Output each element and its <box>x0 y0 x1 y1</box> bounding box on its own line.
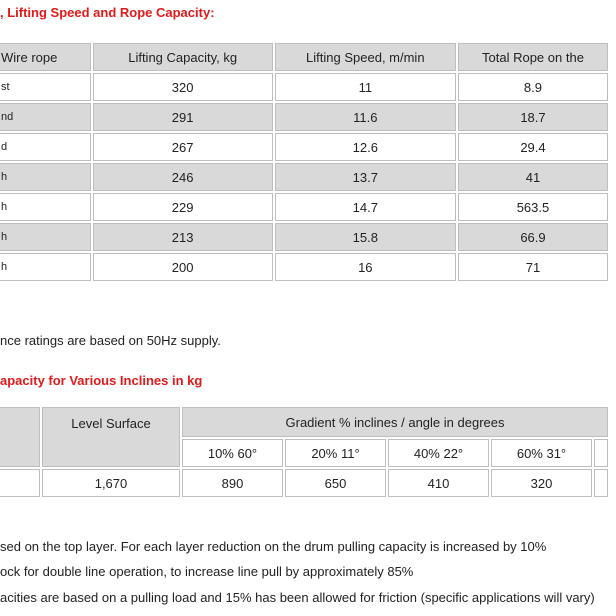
table-row <box>0 193 608 221</box>
table-row <box>0 469 608 497</box>
supply-rating-note: nce ratings are based on 50Hz supply. <box>0 333 221 348</box>
section-title-lifting-speed: , Lifting Speed and Rope Capacity: <box>0 5 215 20</box>
cell-capacity: 200 <box>93 253 273 281</box>
footnote-top-layer: sed on the top layer. For each layer reduction on the drum pulling capacity is increased by 10% <box>0 539 547 554</box>
cell-layer: d <box>0 133 91 161</box>
table-row <box>0 163 608 191</box>
cell-speed: 11.6 <box>275 103 456 131</box>
cell-capacity: 246 <box>93 163 273 191</box>
cell-capacity: 267 <box>93 133 273 161</box>
table-header-row <box>0 407 608 437</box>
cell-gradient-40: 410 <box>388 469 489 497</box>
cell-label <box>0 469 40 497</box>
cell-capacity: 213 <box>93 223 273 251</box>
cell-capacity: 229 <box>93 193 273 221</box>
header-gradient-10: 10% 60° <box>182 439 283 467</box>
cell-capacity: 291 <box>93 103 273 131</box>
cell-rope: 8.9 <box>458 73 608 101</box>
cell-capacity: 320 <box>93 73 273 101</box>
cell-gradient-10: 890 <box>182 469 283 497</box>
table-row <box>0 253 608 281</box>
cell-layer: nd <box>0 103 91 131</box>
cell-layer: h <box>0 163 91 191</box>
header-blank <box>0 407 40 467</box>
header-lifting-capacity: Lifting Capacity, kg <box>93 43 273 71</box>
header-gradient-40: 40% 22° <box>388 439 489 467</box>
cell-rope: 563.5 <box>458 193 608 221</box>
cell-layer: st <box>0 73 91 101</box>
incline-capacity-table <box>0 405 610 499</box>
cell-speed: 12.6 <box>275 133 456 161</box>
lifting-capacity-table <box>0 41 610 283</box>
header-gradient: Gradient % inclines / angle in degrees <box>182 407 608 437</box>
header-wire-rope: Wire rope <box>0 43 91 71</box>
cell-speed: 16 <box>275 253 456 281</box>
header-gradient-more <box>594 439 608 467</box>
header-gradient-60: 60% 31° <box>491 439 592 467</box>
cell-level: 1,670 <box>42 469 180 497</box>
cell-layer: h <box>0 193 91 221</box>
cell-speed: 13.7 <box>275 163 456 191</box>
table-row <box>0 223 608 251</box>
cell-gradient-more <box>594 469 608 497</box>
cell-gradient-20: 650 <box>285 469 386 497</box>
table-row <box>0 73 608 101</box>
cell-gradient-60: 320 <box>491 469 592 497</box>
cell-speed: 11 <box>275 73 456 101</box>
footnote-double-line: ock for double line operation, to increase line pull by approximately 85% <box>0 564 414 579</box>
cell-speed: 14.7 <box>275 193 456 221</box>
cell-layer: h <box>0 253 91 281</box>
cell-speed: 15.8 <box>275 223 456 251</box>
table-row <box>0 133 608 161</box>
header-total-rope: Total Rope on the <box>458 43 608 71</box>
cell-layer: h <box>0 223 91 251</box>
header-gradient-20: 20% 11° <box>285 439 386 467</box>
footnote-friction: acities are based on a pulling load and 15% has been allowed for friction (specific applications will vary) <box>0 590 595 605</box>
cell-rope: 71 <box>458 253 608 281</box>
header-lifting-speed: Lifting Speed, m/min <box>275 43 456 71</box>
cell-rope: 18.7 <box>458 103 608 131</box>
table-header-row <box>0 43 608 71</box>
header-level-surface: Level Surface <box>42 407 180 467</box>
cell-rope: 41 <box>458 163 608 191</box>
cell-rope: 29.4 <box>458 133 608 161</box>
cell-rope: 66.9 <box>458 223 608 251</box>
section-title-inclines: apacity for Various Inclines in kg <box>0 373 203 388</box>
table-row <box>0 103 608 131</box>
